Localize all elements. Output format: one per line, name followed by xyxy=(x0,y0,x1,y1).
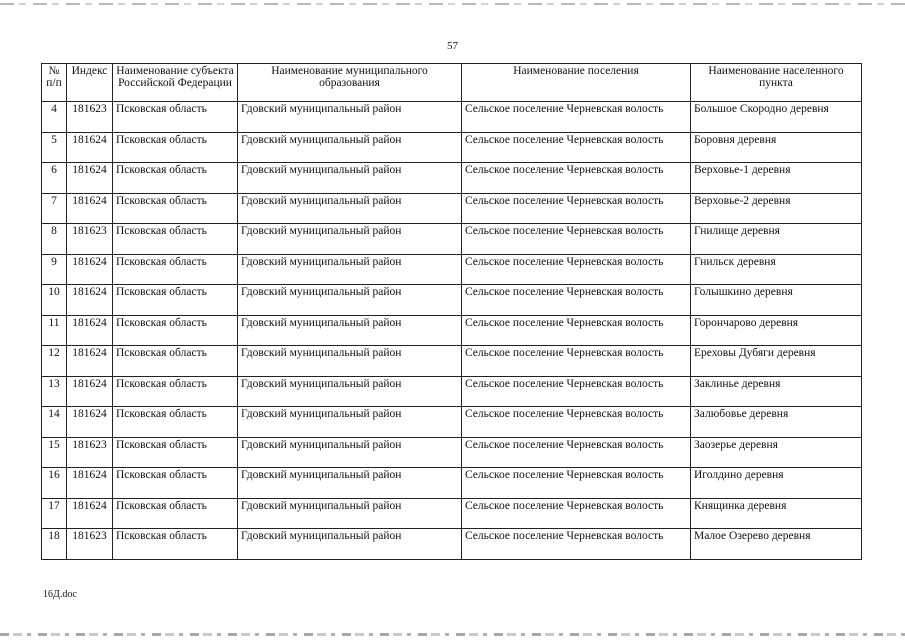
table-row xyxy=(42,346,862,377)
cell-subject: Псковская область xyxy=(113,163,238,194)
cell-index: 181624 xyxy=(67,468,113,499)
cell-subject: Псковская область xyxy=(113,224,238,255)
cell-municipality: Гдовский муниципальный район xyxy=(238,346,462,377)
cell-num: 11 xyxy=(42,315,67,346)
table-row xyxy=(42,132,862,163)
cell-index: 181623 xyxy=(67,529,113,560)
header-subject: Наименование субъекта Российской Федерации xyxy=(113,64,238,102)
header-municipality: Наименование муниципального образования xyxy=(238,64,462,102)
cell-locality: Горончарово деревня xyxy=(691,315,862,346)
cell-subject: Псковская область xyxy=(113,285,238,316)
cell-index: 181624 xyxy=(67,498,113,529)
cell-locality: Заозерье деревня xyxy=(691,437,862,468)
cell-municipality: Гдовский муниципальный район xyxy=(238,224,462,255)
cell-settlement: Сельское поселение Черневская волость xyxy=(462,376,691,407)
cell-num: 8 xyxy=(42,224,67,255)
cell-locality: Гнильск деревня xyxy=(691,254,862,285)
cell-locality: Верховье-1 деревня xyxy=(691,163,862,194)
cell-index: 181624 xyxy=(67,193,113,224)
cell-settlement: Сельское поселение Черневская волость xyxy=(462,437,691,468)
cell-municipality: Гдовский муниципальный район xyxy=(238,437,462,468)
cell-settlement: Сельское поселение Черневская волость xyxy=(462,498,691,529)
header-num: № п/п xyxy=(42,64,67,102)
table-row xyxy=(42,163,862,194)
scan-edge-top xyxy=(0,3,905,5)
cell-subject: Псковская область xyxy=(113,102,238,133)
table-row xyxy=(42,254,862,285)
cell-index: 181623 xyxy=(67,102,113,133)
table-row xyxy=(42,224,862,255)
cell-num: 18 xyxy=(42,529,67,560)
cell-locality: Большое Скородно деревня xyxy=(691,102,862,133)
cell-locality: Гнилище деревня xyxy=(691,224,862,255)
scan-edge-bottom xyxy=(0,633,905,636)
cell-num: 13 xyxy=(42,376,67,407)
cell-subject: Псковская область xyxy=(113,193,238,224)
cell-settlement: Сельское поселение Черневская волость xyxy=(462,407,691,438)
cell-subject: Псковская область xyxy=(113,498,238,529)
cell-settlement: Сельское поселение Черневская волость xyxy=(462,102,691,133)
cell-subject: Псковская область xyxy=(113,437,238,468)
table-row xyxy=(42,498,862,529)
cell-num: 6 xyxy=(42,163,67,194)
table-header xyxy=(42,64,862,102)
cell-locality: Ереховы Дубяги деревня xyxy=(691,346,862,377)
table-row xyxy=(42,315,862,346)
cell-settlement: Сельское поселение Черневская волость xyxy=(462,163,691,194)
cell-municipality: Гдовский муниципальный район xyxy=(238,132,462,163)
cell-municipality: Гдовский муниципальный район xyxy=(238,315,462,346)
table-row xyxy=(42,285,862,316)
cell-index: 181624 xyxy=(67,132,113,163)
cell-settlement: Сельское поселение Черневская волость xyxy=(462,193,691,224)
cell-subject: Псковская область xyxy=(113,468,238,499)
cell-settlement: Сельское поселение Черневская волость xyxy=(462,285,691,316)
table-row xyxy=(42,468,862,499)
cell-index: 181624 xyxy=(67,285,113,316)
cell-settlement: Сельское поселение Черневская волость xyxy=(462,254,691,285)
footer-filename: 16Д.doc xyxy=(43,589,77,600)
cell-num: 16 xyxy=(42,468,67,499)
cell-municipality: Гдовский муниципальный район xyxy=(238,193,462,224)
table-row xyxy=(42,193,862,224)
cell-settlement: Сельское поселение Черневская волость xyxy=(462,224,691,255)
cell-municipality: Гдовский муниципальный район xyxy=(238,163,462,194)
cell-municipality: Гдовский муниципальный район xyxy=(238,498,462,529)
cell-subject: Псковская область xyxy=(113,254,238,285)
table-body xyxy=(42,102,862,560)
cell-num: 14 xyxy=(42,407,67,438)
cell-index: 181624 xyxy=(67,315,113,346)
cell-municipality: Гдовский муниципальный район xyxy=(238,254,462,285)
cell-settlement: Сельское поселение Черневская волость xyxy=(462,529,691,560)
page-number: 57 xyxy=(447,40,458,52)
cell-index: 181624 xyxy=(67,163,113,194)
table-row xyxy=(42,437,862,468)
table-row xyxy=(42,529,862,560)
cell-settlement: Сельское поселение Черневская волость xyxy=(462,315,691,346)
header-index: Индекс xyxy=(67,64,113,102)
table-row xyxy=(42,102,862,133)
cell-index: 181624 xyxy=(67,407,113,438)
cell-num: 17 xyxy=(42,498,67,529)
cell-municipality: Гдовский муниципальный район xyxy=(238,529,462,560)
cell-num: 5 xyxy=(42,132,67,163)
settlements-table xyxy=(41,63,862,560)
cell-municipality: Гдовский муниципальный район xyxy=(238,102,462,133)
cell-subject: Псковская область xyxy=(113,132,238,163)
cell-locality: Залюбовье деревня xyxy=(691,407,862,438)
cell-municipality: Гдовский муниципальный район xyxy=(238,407,462,438)
cell-index: 181624 xyxy=(67,254,113,285)
cell-num: 10 xyxy=(42,285,67,316)
cell-subject: Псковская область xyxy=(113,407,238,438)
cell-locality: Малое Озерево деревня xyxy=(691,529,862,560)
cell-num: 7 xyxy=(42,193,67,224)
cell-locality: Княщинка деревня xyxy=(691,498,862,529)
table-row xyxy=(42,376,862,407)
cell-num: 12 xyxy=(42,346,67,377)
cell-locality: Заклинье деревня xyxy=(691,376,862,407)
cell-settlement: Сельское поселение Черневская волость xyxy=(462,468,691,499)
header-row xyxy=(42,64,862,102)
cell-index: 181624 xyxy=(67,346,113,377)
cell-num: 9 xyxy=(42,254,67,285)
cell-locality: Иголдино деревня xyxy=(691,468,862,499)
cell-locality: Боровня деревня xyxy=(691,132,862,163)
header-locality: Наименование населенного пункта xyxy=(691,64,862,102)
header-settlement: Наименование поселения xyxy=(462,64,691,102)
cell-settlement: Сельское поселение Черневская волость xyxy=(462,346,691,377)
cell-num: 15 xyxy=(42,437,67,468)
cell-subject: Псковская область xyxy=(113,376,238,407)
cell-subject: Псковская область xyxy=(113,315,238,346)
cell-municipality: Гдовский муниципальный район xyxy=(238,376,462,407)
cell-num: 4 xyxy=(42,102,67,133)
cell-locality: Верховье-2 деревня xyxy=(691,193,862,224)
cell-municipality: Гдовский муниципальный район xyxy=(238,285,462,316)
cell-subject: Псковская область xyxy=(113,346,238,377)
cell-municipality: Гдовский муниципальный район xyxy=(238,468,462,499)
cell-locality: Голышкино деревня xyxy=(691,285,862,316)
cell-index: 181623 xyxy=(67,437,113,468)
cell-index: 181624 xyxy=(67,376,113,407)
table-row xyxy=(42,407,862,438)
cell-index: 181623 xyxy=(67,224,113,255)
cell-settlement: Сельское поселение Черневская волость xyxy=(462,132,691,163)
cell-subject: Псковская область xyxy=(113,529,238,560)
